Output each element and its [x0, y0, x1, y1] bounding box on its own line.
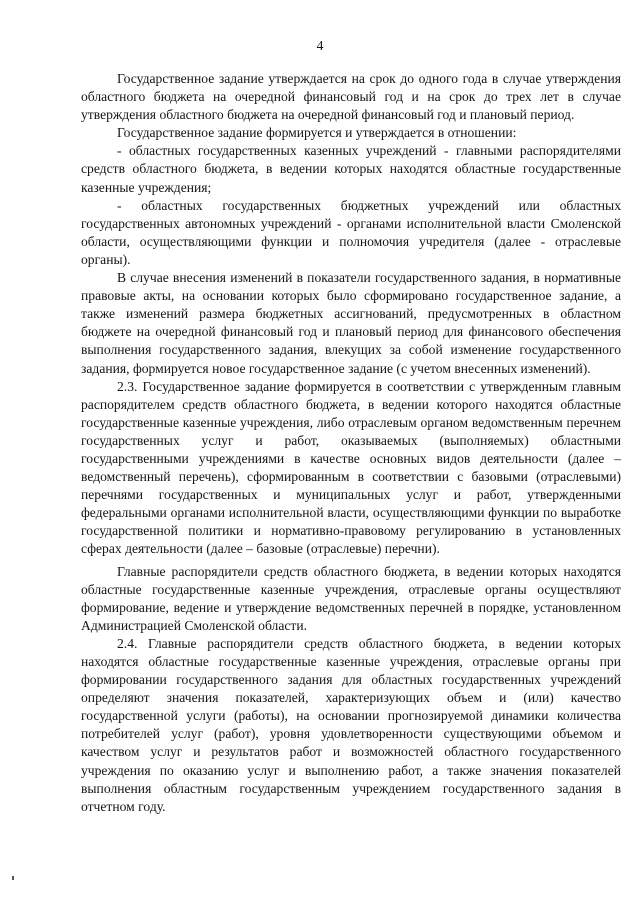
paragraph-formation-intro: Государственное задание формируется и утверждается в отношении:: [117, 125, 517, 141]
page-number: 4: [316, 38, 324, 53]
paragraph-changes: В случае внесения изменений в показатели государственного задания, в нормативные правовые акты, на основании которых было сформировано государственное задание, а также изменений размера бюджетных ассигнований, предусмотренных в областном бюджете на очередной финансовый год и плановый период для финансового обеспечения выполнения государственного задания, влекущих за собой изменение государственного задания, формируется новое государственное задание (с учетом внесенных изменений).: [81, 270, 621, 376]
paragraph-list-item-kazennye: - областных государственных казенных учреждений - главными распорядителями средств областного бюджета, в ведении которых находятся областные государственные казенные учреждения;: [81, 143, 621, 195]
paragraph-section-2-3: 2.3. Государственное задание формируется в соответствии с утвержденным главным распорядителем средств областного бюджета, в ведении которого находятся областные государственные казенные учреждения, либо отраслевым органом ведомственным перечнем государственных услуг и работ, оказываемых (выполняемых) областными государственными учреждениями в качестве основных видов деятельности (далее – ведомственный перечень), сформированным в соответствии с базовыми (отраслевыми) перечнями государственных и муниципальных услуг и работ, утвержденными федеральными органами исполнительной власти, осуществляющими функции по выработке государственной политики и нормативно-правовому регулированию в установленных сферах деятельности (далее – базовые (отраслевые) перечни).: [81, 378, 621, 557]
scan-artifact-mark: [12, 876, 14, 880]
paragraph-term: Государственное задание утверждается на срок до одного года в случае утверждения областного бюджета на очередной финансовый год и на срок до трех лет в случае утверждения областного бюджета на очередной финансовый год и плановый период.: [81, 71, 621, 123]
paragraph-vedomstvennye-perechni: Главные распорядители средств областного бюджета, в ведении которых находятся областные государственные казенные учреждения, отраслевые органы осуществляют формирование, ведение и утверждение ведомственных перечней в порядке, установленном Администрацией Смоленской области.: [81, 563, 621, 633]
document-body: [81, 70, 621, 816]
paragraph-section-2-4: 2.4. Главные распорядители средств областного бюджета, в ведении которых находятся областные государственные казенные учреждения, отраслевые органы при формировании государственного задания для областных государственных учреждений определяют значения показателей, характеризующих объем и (или) качество государственной услуги (работы), на основании прогнозируемой динамики количества потребителей услуг (работ), уровня удовлетворенности существующими объемом и качеством услуг и результатов работ и возможностей областного государственного учреждения по оказанию услуг и выполнению работ, а также значения показателей выполнения областным государственным учреждением государственного задания в отчетном году.: [81, 635, 621, 814]
paragraph-list-item-byudzhetnye: - областных государственных бюджетных учреждений или областных государственных автономных учреждений - органами исполнительной власти Смоленской области, осуществляющими функции и полномочия учредителя (далее - отраслевые органы).: [81, 197, 621, 267]
